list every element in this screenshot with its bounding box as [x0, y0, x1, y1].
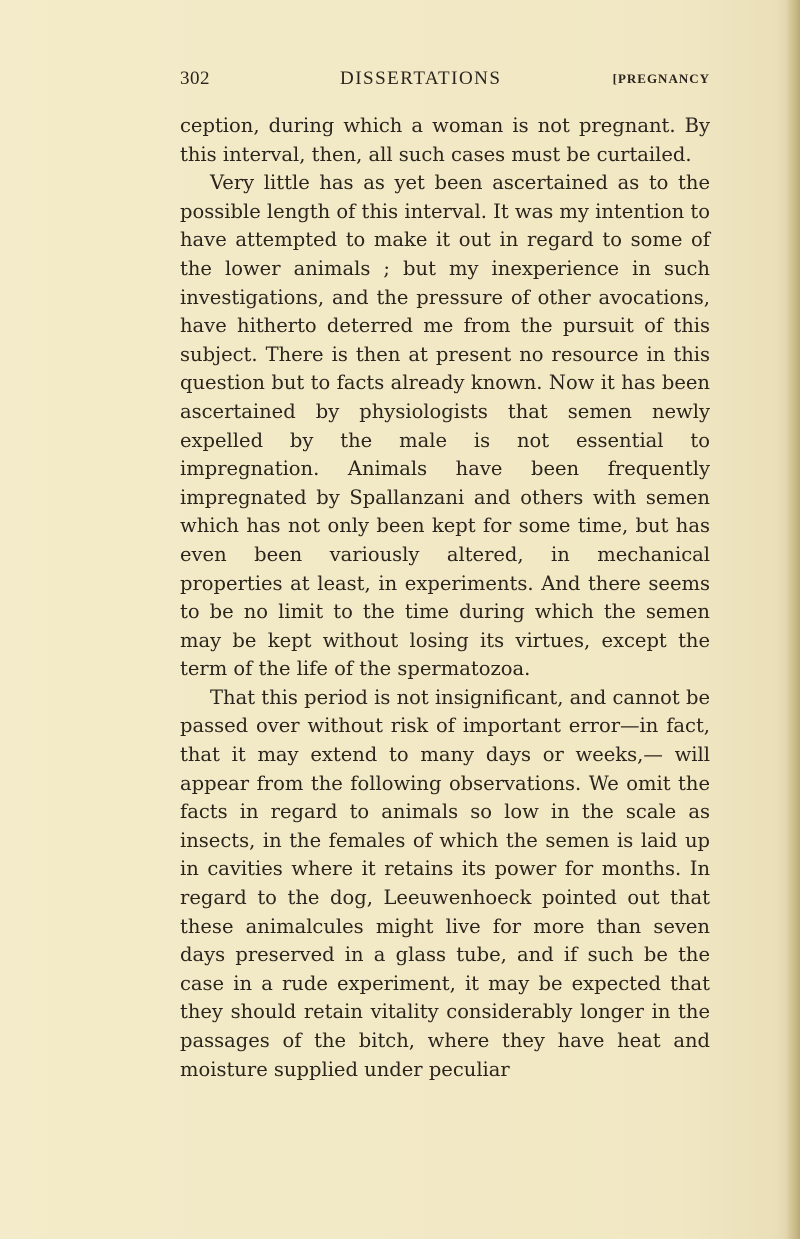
page-edge-shadow	[786, 0, 800, 1239]
paragraph-continuation: ception, during which a woman is not pregnant. By this interval, then, all such cases must be curtailed.	[180, 114, 710, 166]
page-number: 302	[180, 68, 210, 89]
body-text	[180, 112, 710, 1084]
paragraph: Very little has as yet been ascertained as to the possible length of this interval. It was my intention to have attempted to make it out in regard to some of the lower animals ; but my inexperience in such investigations, and the pressure of other avocations, have hitherto deterred me from the pursuit of this subject. There is then at present no resource in this question but to facts already known. Now it has been ascertained by physiologists that semen newly expelled by the male is not essential to impregnation. Animals have been frequently impregnated by Spallanzani and others with semen which has not only been kept for some time, but has even been variously altered, in mechanical properties at least, in experiments. And there seems to be no limit to the time during which the semen may be kept without losing its virtues, except the term of the life of the spermatozoa.	[180, 171, 710, 681]
running-title: DISSERTATIONS	[340, 68, 502, 89]
section-title: [PREGNANCY	[612, 71, 710, 86]
paragraph: That this period is not insignificant, and cannot be passed over without risk of important error—in fact, that it may extend to many days or weeks,— will appear from the following observations. We omit the facts in regard to animals so low in the scale as insects, in the females of which the semen is laid up in cavities where it retains its power for months. In regard to the dog, Leeuwenhoeck pointed out that these animalcules might live for more than seven days preserved in a glass tube, and if such be the case in a rude experiment, it may be expected that they should retain vitality considerably longer in the passages of the bitch, where they have heat and moisture supplied under peculiar	[180, 685, 710, 1081]
running-header	[180, 68, 710, 92]
